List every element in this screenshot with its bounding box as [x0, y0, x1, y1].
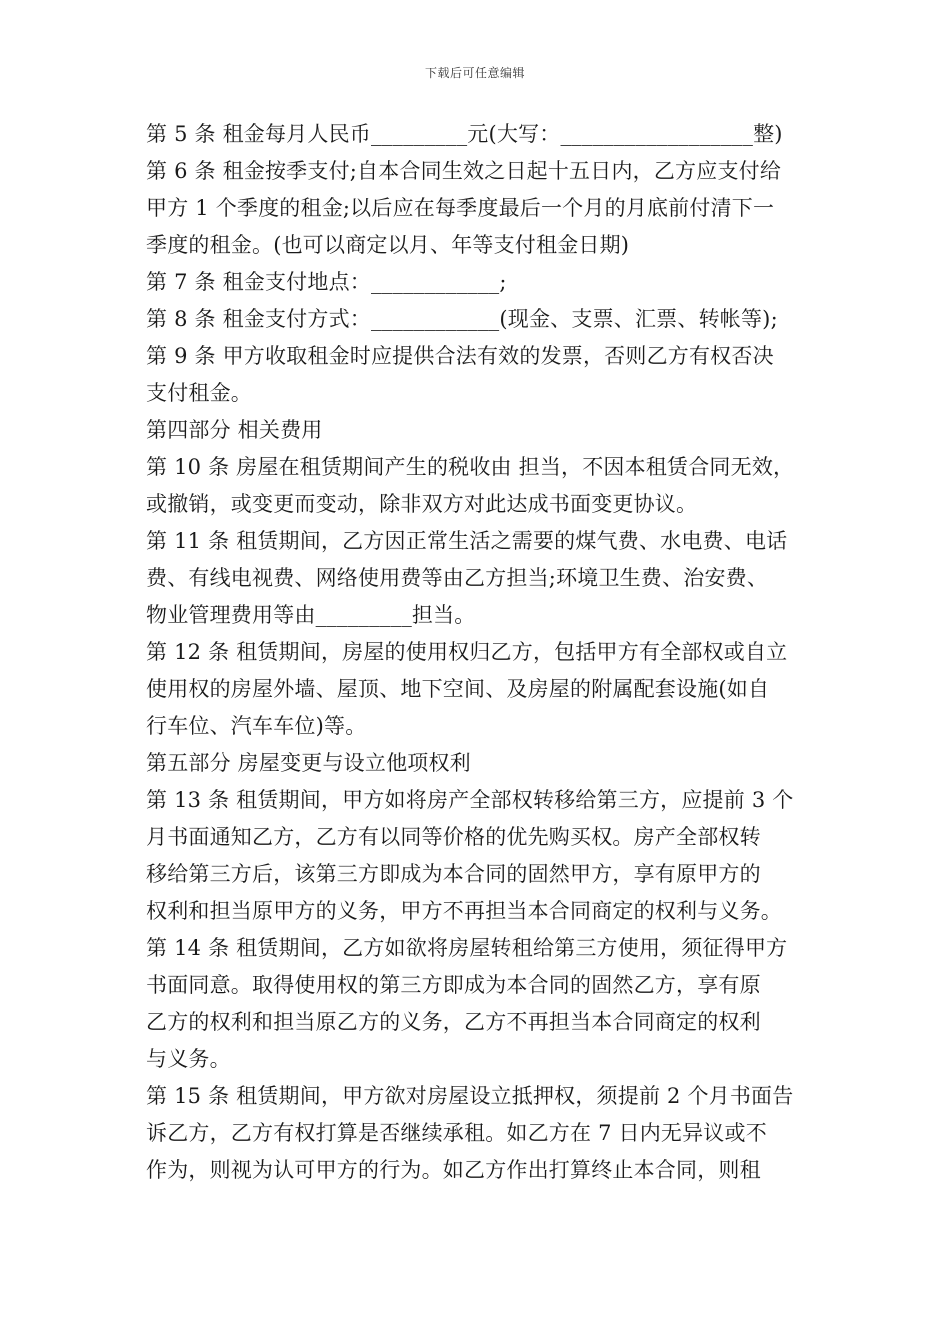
article-11-line-1: 第 11 条 租赁期间，乙方因正常生活之需要的煤气费、水电费、电话: [146, 529, 788, 553]
article-14-line-1: 第 14 条 租赁期间，乙方如欲将房屋转租给第三方使用，须征得甲方: [146, 936, 788, 960]
article-13-line-3: 移给第三方后，该第三方即成为本合同的固然甲方，享有原甲方的: [146, 862, 761, 886]
article-14-line-3: 乙方的权利和担当原乙方的义务，乙方不再担当本合同商定的权利: [146, 1010, 761, 1034]
article-6-line-2: 甲方 1 个季度的租金;以后应在每季度最后一个月的月底前付清下一: [146, 196, 775, 220]
article-10-line-2: 或撤销，或变更而变动，除非双方对此达成书面变更协议。: [146, 492, 698, 516]
article-10-line-1: 第 10 条 房屋在租赁期间产生的税收由 担当，不因本租赁合同无效，: [146, 455, 795, 479]
article-8-payment-method: 第 8 条 租金支付方式：____________(现金、支票、汇票、转帐等);: [146, 307, 778, 331]
article-6-line-1: 第 6 条 租金按季支付;自本合同生效之日起十五日内，乙方应支付给: [146, 159, 782, 183]
page-header: 下载后可任意编辑: [424, 66, 525, 80]
article-9-line-2: 支付租金。: [146, 381, 252, 405]
article-5-rent-amount: 第 5 条 租金每月人民币_________元(大写：__________________整): [146, 122, 783, 146]
article-12-line-3: 行车位、汽车车位)等。: [146, 714, 367, 738]
article-7-payment-location: 第 7 条 租金支付地点：____________;: [146, 270, 507, 294]
article-11-line-3: 物业管理费用等由_________担当。: [146, 603, 476, 627]
article-14-line-2: 书面同意。取得使用权的第三方即成为本合同的固然乙方，享有原: [146, 973, 761, 997]
article-13-line-2: 月书面通知乙方，乙方有以同等价格的优先购买权。房产全部权转: [146, 825, 761, 849]
article-15-line-1: 第 15 条 租赁期间，甲方欲对房屋设立抵押权，须提前 2 个月书面告: [146, 1084, 794, 1108]
article-9-line-1: 第 9 条 甲方收取租金时应提供合法有效的发票，否则乙方有权否决: [146, 344, 774, 368]
article-12-line-1: 第 12 条 租赁期间，房屋的使用权归乙方，包括甲方有全部权或自立: [146, 640, 788, 664]
section-5-heading: 第五部分 房屋变更与设立他项权利: [146, 751, 471, 775]
article-12-line-2: 使用权的房屋外墙、屋顶、地下空间、及房屋的附属配套设施(如自: [146, 677, 770, 701]
article-13-line-1: 第 13 条 租赁期间，甲方如将房产全部权转移给第三方，应提前 3 个: [146, 788, 794, 812]
section-4-heading: 第四部分 相关费用: [146, 418, 323, 442]
document-body: [146, 116, 814, 1189]
article-11-line-2: 费、有线电视费、网络使用费等由乙方担当;环境卫生费、治安费、: [146, 566, 769, 590]
article-15-line-2: 诉乙方，乙方有权打算是否继续承租。如乙方在 7 日内无异议或不: [146, 1121, 767, 1145]
article-6-line-3: 季度的租金。(也可以商定以月、年等支付租金日期): [146, 233, 630, 257]
article-13-line-4: 权利和担当原甲方的义务，甲方不再担当本合同商定的权利与义务。: [146, 899, 782, 923]
article-15-line-3: 作为，则视为认可甲方的行为。如乙方作出打算终止本合同，则租: [146, 1158, 761, 1182]
article-14-line-4: 与义务。: [146, 1047, 231, 1071]
